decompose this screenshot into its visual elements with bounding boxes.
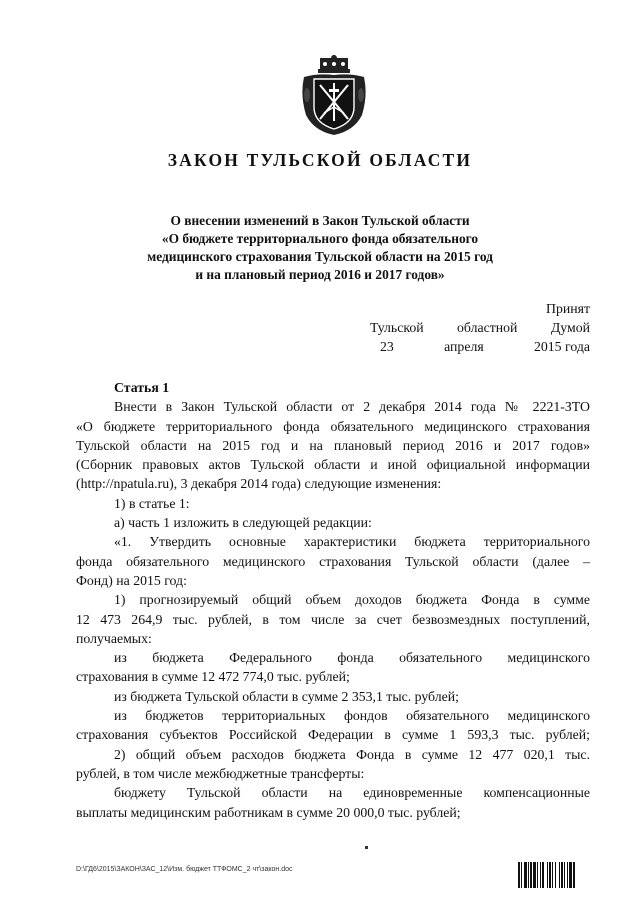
barcode-bar <box>559 862 560 888</box>
barcode-bar <box>552 862 553 888</box>
body-line: фонда обязательного медицинского страхования Тульской области (далее – <box>76 553 590 569</box>
body-line: «О бюджете территориального фонда обязательного медицинского страхования <box>76 418 590 434</box>
scan-mark <box>365 846 368 849</box>
subtitle-line: медицинского страхования Тульской области на 2015 год <box>147 249 493 264</box>
barcode-bar <box>533 862 536 888</box>
barcode-bar <box>573 862 575 888</box>
article-heading: Статья 1 <box>114 380 170 395</box>
barcode-bar <box>569 862 572 888</box>
body-line: 12 473 264,9 тыс. рублей, в том числе за счет безвозмездных поступлений, <box>76 611 590 627</box>
barcode-bar <box>528 862 529 888</box>
body-line: страхования субъектов Российской Федерации в сумме 1 593,3 тыс. рублей; <box>76 727 590 743</box>
barcode-bar <box>524 862 527 888</box>
barcode-bar <box>567 862 568 888</box>
body-line: получаемых: <box>76 630 152 646</box>
body-line: (http://npatula.ru), 3 декабря 2014 года) следующие изменения: <box>76 476 442 492</box>
adopted-label: Принят <box>545 301 590 316</box>
body-line: страхования в сумме 12 472 774,0 тыс. рублей; <box>76 669 350 685</box>
body-line: «1. Утвердить основные характеристики бюджета территориального <box>114 534 590 550</box>
adoption-block <box>370 299 590 356</box>
body-line: бюджету Тульской области на единовременные компенсационные <box>114 785 590 801</box>
body-line: из бюджетов территориальных фондов обязательного медицинского <box>114 708 590 724</box>
adoption-month: апреля <box>444 339 484 354</box>
body-line: а) часть 1 изложить в следующей редакции: <box>114 515 372 531</box>
body-line: из бюджета Тульской области в сумме 2 353,1 тыс. рублей; <box>114 688 459 704</box>
barcode-bar <box>530 862 532 888</box>
body-line: выплаты медицинским работникам в сумме 20 000,0 тыс. рублей; <box>76 804 461 820</box>
barcode-bar <box>518 862 520 888</box>
barcode-bar <box>540 862 541 888</box>
subtitle-line: и на плановый период 2016 и 2017 годов» <box>195 267 445 282</box>
subtitle-line: О внесении изменений в Закон Тульской области <box>170 213 470 228</box>
tula-coat-of-arms-icon <box>298 55 370 137</box>
barcode-bar <box>537 862 538 888</box>
file-path-footer: D:\ГД6\2015\ЗАКОН\ЗАС_12\Изм. бюджет ТТФОМС_2 чт\закон.doc <box>76 866 293 873</box>
adopted-by: Тульской областной Думой <box>370 320 590 335</box>
body-line: 1) в статье 1: <box>114 495 190 511</box>
body-line: (Сборник правовых актов Тульской области и иной официальной информации <box>76 457 590 473</box>
body-line: 1) прогнозируемый общий объем доходов бюджета Фонда в сумме <box>114 592 590 608</box>
body-line: из бюджета Федерального фонда обязательного медицинского <box>114 650 590 666</box>
body-line: Тульской области на 2015 год и на плановый период 2016 и 2017 годов» <box>76 437 590 453</box>
barcode-bar <box>549 862 551 888</box>
barcode-bar <box>555 862 556 888</box>
adoption-day: 23 <box>380 339 394 354</box>
document-body <box>76 378 590 822</box>
subtitle-line: «О бюджете территориального фонда обязательного <box>161 231 479 246</box>
barcode-icon <box>518 862 596 888</box>
body-line: рублей, в том числе межбюджетные трансферты: <box>76 765 365 781</box>
barcode-bar <box>561 862 563 888</box>
body-line: Внести в Закон Тульской области от 2 декабря 2014 года № 2221-ЗТО <box>114 399 590 415</box>
adoption-date <box>370 337 590 356</box>
body-line: Фонд) на 2015 год: <box>76 572 187 588</box>
barcode-bar <box>564 862 565 888</box>
body-line: 2) общий объем расходов бюджета Фонда в сумме 12 477 020,1 тыс. <box>114 746 590 762</box>
barcode-bar <box>547 862 548 888</box>
document-title: ЗАКОН ТУЛЬСКОЙ ОБЛАСТИ <box>167 150 473 170</box>
document-subtitle <box>120 212 520 284</box>
adoption-year: 2015 года <box>533 339 590 354</box>
barcode-bar <box>521 862 522 888</box>
barcode-bar <box>542 862 544 888</box>
